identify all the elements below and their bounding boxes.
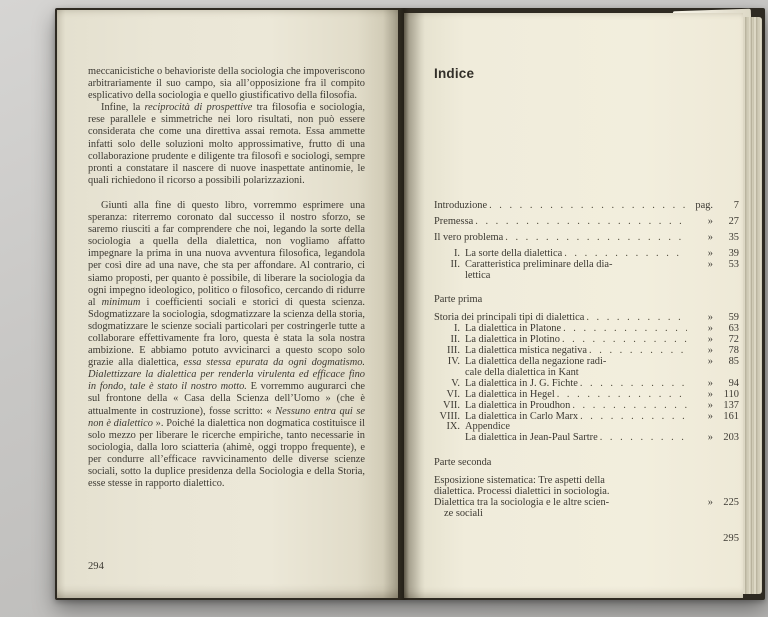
toc-list <box>434 201 739 520</box>
toc-entry-label: dialettica. Processi dialettici in sociologia. <box>434 486 610 498</box>
toc-entry-label: Storia dei principali tipi di dialettica <box>434 312 585 324</box>
toc-row <box>434 233 739 244</box>
toc-dot-leader <box>562 249 687 260</box>
toc-title: Indice <box>434 66 475 81</box>
toc-page-mark: » <box>707 323 713 335</box>
left-page <box>57 10 398 598</box>
right-page <box>404 13 743 598</box>
toc-roman-numeral: II. <box>450 334 460 346</box>
toc-dot-leader <box>503 233 687 244</box>
body-text: tra filosofia e sociologia, rese parallele e simmetriche nei loro risultati, non può essere considerata che come una direttiva assai remota. Essa ammette infatti solo delle soluzioni molto approssimative, frutto di una collaborazione prudente e diligente tra filosofi e sociologi, sempre pronti a constatare il nascere di nuove inaspettate antinomie, le quali richiedono il ricorso a possibili polarizzazioni. <box>88 102 365 186</box>
toc-page-number: 59 <box>728 312 739 324</box>
toc-page-number: 7 <box>733 200 739 211</box>
toc-roman-numeral: VII. <box>442 399 460 411</box>
toc-entry-label: La dialettica in J. G. Fichte <box>465 377 578 389</box>
toc-roman-numeral: I. <box>453 323 460 335</box>
toc-page-mark: » <box>707 377 713 389</box>
toc-entry-label: Premessa <box>434 215 474 227</box>
toc-page-mark: » <box>707 345 713 357</box>
toc-page-mark: » <box>707 312 713 324</box>
toc-row <box>434 433 739 444</box>
toc-page-mark: » <box>707 247 713 259</box>
toc-entry-label: ze sociali <box>444 507 483 519</box>
toc-entry-label: La dialettica in Hegel <box>465 388 555 400</box>
toc-page-mark: » <box>707 355 713 367</box>
paragraph <box>88 102 365 187</box>
toc-row <box>434 249 739 260</box>
toc-page-number: 39 <box>728 247 739 259</box>
toc-roman-numeral: V. <box>451 377 460 389</box>
toc-dot-leader <box>561 324 687 335</box>
toc-page-number: 225 <box>723 496 739 508</box>
toc-page-mark: » <box>707 496 713 508</box>
paragraph <box>88 200 365 490</box>
toc-page-number: 94 <box>728 377 739 389</box>
toc-dot-leader <box>473 217 687 228</box>
book <box>55 8 765 600</box>
body-text: i coefficienti sociali e storici di questa scienza. Sdogmatizzare la sociologia, sdogmatizzare la scienza della storia, sdogmatizzare le scienze sociali particolari per costringerle tutte a collaborare effettivamente fra loro, questa è stata la sola nostra ambizione. E abbiamo potuto avvicinarci a questo scopo solo grazie alla dialettica, <box>88 296 365 369</box>
toc-entry-label: lettica <box>465 269 491 281</box>
body-text: Giunti alla fine di questo libro, vorremmo esprimere una speranza: riterremo coronato dal successo il nostro sforzo, se saremo riusciti a far comprendere che noi, legando la sorte della sociologia a quella della dialettica, non vogliamo affatto impegnare la prima in una nuova avventura filosofica, legandola per così dire ad una nave, che sta per affondare. Al contrario, ci siamo proposti, per quanto è possibile, di liberare la sociologia da ogni impegno ideologico, politico o filosofico, cercando di ridurre al <box>88 199 365 308</box>
toc-roman-numeral: IX. <box>446 421 460 433</box>
toc-page-number: 63 <box>728 323 739 335</box>
paragraph <box>88 66 365 102</box>
toc-entry-label: La dialettica in Carlo Marx <box>465 410 579 422</box>
toc-page-number: 27 <box>728 215 739 227</box>
left-page-number: 294 <box>88 561 104 572</box>
toc-page-number: 85 <box>728 355 739 367</box>
toc-page-number: 53 <box>728 258 739 270</box>
toc-entry-label: Introduzione <box>434 200 488 211</box>
toc-page-number: 203 <box>723 432 739 444</box>
toc-row <box>434 401 739 412</box>
italic-text: reciprocità di prospettive <box>144 102 253 114</box>
toc-roman-numeral: IV. <box>447 355 460 367</box>
toc-page-mark: pag. <box>695 200 713 211</box>
toc-page-number: 137 <box>723 399 739 411</box>
toc-roman-numeral: VI. <box>446 388 460 400</box>
toc-page-mark: » <box>707 215 713 227</box>
toc-row <box>434 509 739 520</box>
toc-row <box>434 260 739 271</box>
toc-entry-label: La dialettica in Proudhon <box>465 399 571 411</box>
toc-entry-label: cale della dialettica in Kant <box>465 366 579 378</box>
toc-roman-numeral: II. <box>450 258 460 270</box>
toc-page-number: 78 <box>728 345 739 357</box>
italic-text: essa stessa epurata da ogni dogmatismo. Dialettizzare la dialettica per renderla virulenta ed efficace fino in fondo, tale è stato il nostro motto. <box>88 357 366 393</box>
body-text: Infine, la <box>101 102 145 114</box>
toc-roman-numeral: VIII. <box>439 410 460 422</box>
toc-page-mark: » <box>707 388 713 400</box>
toc-row <box>434 271 739 282</box>
toc-entry-label: Dialettica tra la sociologia e le altre scien- <box>434 496 610 508</box>
body-text: ». Poiché la dialettica non dogmatica costituisce il solo mezzo per liberare le ricerche empiriche, tanto necessarie in sociologia, dalla loro sciatteria (ahimè, oggi troppo frequente), e per condurre all’efficace ravvicinamento delle diverse scienze sociali, sotto la duplice presidenza della Sociologia e della Storia, esse stesse in rapporto dialettico. <box>88 417 365 490</box>
toc-dot-leader <box>570 401 687 412</box>
toc-entry-label: Esposizione sistematica: Tre aspetti della <box>434 475 605 487</box>
toc-page-number: 110 <box>723 388 739 400</box>
toc-entry-label: La sorte della dialettica <box>465 247 563 259</box>
toc-dot-leader <box>487 201 687 212</box>
toc-entry-label: La dialettica in Platone <box>465 323 562 335</box>
page-edges <box>743 17 762 594</box>
toc-entry-label: Il vero problema <box>434 231 504 243</box>
toc-page-mark: » <box>707 399 713 411</box>
toc-dot-leader <box>584 313 687 324</box>
italic-text: Nessuno entra qui se non è dialettico <box>88 405 365 429</box>
toc-dot-leader <box>578 412 687 423</box>
toc-page-number: 35 <box>728 231 739 243</box>
toc-page-mark: » <box>707 432 713 444</box>
toc-part-heading: Parte prima <box>434 294 483 306</box>
toc-row <box>434 217 739 228</box>
body-text: E vorremmo augurarci che sul frontone della « Casa della Scienza dell’Uomo » (che è attualmente in costruzione), fosse scritto: « <box>88 381 366 417</box>
toc-entry-label: Caratteristica preliminare della dia- <box>465 258 613 270</box>
toc-entry-label: La dialettica in Plotino <box>465 334 560 346</box>
toc-row <box>434 201 739 212</box>
toc-dot-leader <box>598 433 687 444</box>
toc-dot-leader <box>555 390 687 401</box>
italic-text: minimum <box>101 296 141 308</box>
toc-page-mark: » <box>707 231 713 243</box>
toc-page-number: 72 <box>728 334 739 346</box>
toc-entry-label: La dialettica in Jean-Paul Sartre <box>465 432 598 444</box>
toc-row <box>434 390 739 401</box>
toc-part-heading: Parte seconda <box>434 457 492 469</box>
toc-page-mark: » <box>707 410 713 422</box>
toc-page-mark: » <box>707 334 713 346</box>
toc-roman-numeral: III. <box>447 345 460 357</box>
toc-page-mark: » <box>707 258 713 270</box>
toc-dot-leader <box>578 379 687 390</box>
right-page-number: 295 <box>723 533 739 544</box>
toc-page-number: 161 <box>723 410 739 422</box>
body-text: meccanicistiche o behavioriste della sociologia che impoveriscono arbitrariamente il suo campo, sia all’opposizione fra il compito esplicativo della sociologia e quello giustificativo della filosofia. <box>88 66 365 102</box>
toc-entry-label: La dialettica mistica negativa <box>465 345 588 357</box>
toc-roman-numeral: I. <box>453 247 460 259</box>
left-page-text <box>88 66 365 490</box>
toc-entry-label: La dialettica della negazione radi- <box>465 355 607 367</box>
toc-entry-label: Appendice <box>465 421 511 433</box>
